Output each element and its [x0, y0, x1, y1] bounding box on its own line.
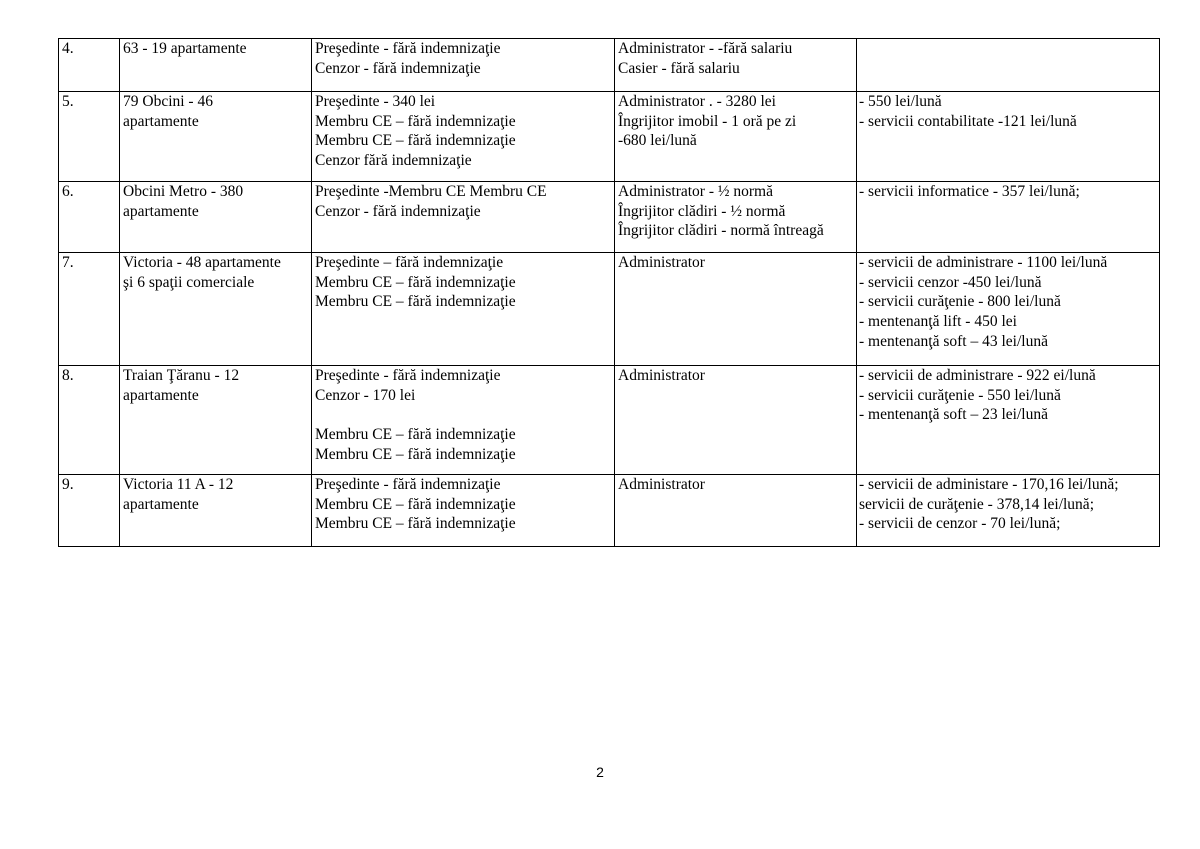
cell-line: servicii de curăţenie - 378,14 lei/lună;	[859, 495, 1094, 513]
cell-line: Preşedinte - fără indemnizaţie	[315, 476, 501, 493]
cell-line: Victoria 11 A - 12	[123, 476, 234, 493]
cell-line: Victoria - 48 apartamente	[123, 254, 281, 271]
cell-line: - servicii informatice - 357 lei/lună;	[859, 183, 1080, 200]
association-cell	[120, 366, 312, 475]
cell-line: - servicii curăţenie - 800 lei/lună	[859, 293, 1061, 311]
cell-line: Cenzor fără indemnizaţie	[315, 152, 472, 170]
services-cell	[857, 253, 1160, 366]
cell-line: - servicii contabilitate -121 lei/lună	[859, 112, 1077, 130]
cell-line: Membru CE – fără indemnizaţie	[315, 293, 516, 311]
cell-line: Membru CE – fără indemnizaţie	[315, 112, 516, 130]
cell-line: - servicii de administrare - 922 ei/lună	[859, 367, 1096, 384]
cell-line: Membru CE – fără indemnizaţie	[315, 495, 516, 513]
cell-line: Îngrijitor clădiri - ½ normă	[618, 202, 786, 220]
row-number-cell: 4.	[59, 39, 120, 92]
cell-line: Administrator . - 3280 lei	[618, 93, 776, 110]
cell-line: apartamente	[123, 386, 199, 404]
staff-cell	[615, 92, 857, 182]
cell-line: Administrator - -fără salariu	[618, 40, 793, 57]
association-cell	[120, 253, 312, 366]
table-row	[59, 475, 1160, 547]
cell-line: Membru CE – fără indemnizaţie	[315, 515, 516, 533]
cell-line: - servicii de administrare - 1100 lei/lună	[859, 254, 1108, 271]
cell-line: Casier - fără salariu	[618, 59, 740, 77]
cell-line: Membru CE – fără indemnizaţie	[315, 273, 516, 291]
cell-line: - servicii de administare - 170,16 lei/lună;	[859, 476, 1119, 493]
cell-line: Preşedinte – fără indemnizaţie	[315, 254, 504, 271]
table-row	[59, 39, 1160, 92]
board-cell	[312, 366, 615, 475]
staff-cell	[615, 475, 857, 547]
services-cell	[857, 92, 1160, 182]
cell-line: Administrator	[618, 367, 705, 384]
association-cell	[120, 182, 312, 253]
cell-line: şi 6 spaţii comerciale	[123, 273, 255, 291]
staff-cell	[615, 366, 857, 475]
cell-line: Preşedinte - 340 lei	[315, 93, 436, 110]
cell-line: Administrator	[618, 254, 705, 271]
cell-line: Preşedinte -Membru CE Membru CE	[315, 183, 547, 200]
table-row	[59, 366, 1160, 475]
cell-line: Cenzor - fără indemnizaţie	[315, 59, 481, 77]
cell-line: - mentenanţă soft – 23 lei/lună	[859, 406, 1048, 424]
staff-cell	[615, 182, 857, 253]
row-number-cell: 7.	[59, 253, 120, 366]
cell-line: Membru CE – fără indemnizaţie	[315, 426, 516, 444]
services-cell	[857, 182, 1160, 253]
cell-line: - mentenanţă lift - 450 lei	[859, 313, 1017, 331]
services-cell	[857, 39, 1160, 92]
associations-table	[58, 38, 1160, 547]
staff-cell	[615, 39, 857, 92]
cell-line: - servicii cenzor -450 lei/lună	[859, 273, 1042, 291]
board-cell	[312, 92, 615, 182]
cell-line: Îngrijitor imobil - 1 oră pe zi	[618, 112, 797, 130]
cell-line	[315, 405, 613, 425]
cell-line: Administrator - ½ normă	[618, 183, 773, 200]
services-cell	[857, 366, 1160, 475]
row-number-cell: 9.	[59, 475, 120, 547]
association-cell	[120, 39, 312, 92]
board-cell	[312, 182, 615, 253]
cell-line: Îngrijitor clădiri - normă întreagă	[618, 222, 824, 240]
cell-line: - 550 lei/lună	[859, 93, 942, 110]
cell-line: Cenzor - fără indemnizaţie	[315, 202, 481, 220]
cell-line: apartamente	[123, 112, 199, 130]
services-cell	[857, 475, 1160, 547]
table-row	[59, 253, 1160, 366]
board-cell	[312, 39, 615, 92]
row-number-cell: 8.	[59, 366, 120, 475]
cell-line: -680 lei/lună	[618, 132, 697, 150]
cell-line: Preşedinte - fără indemnizaţie	[315, 40, 501, 57]
cell-line: - servicii de cenzor - 70 lei/lună;	[859, 515, 1061, 533]
table-row	[59, 182, 1160, 253]
board-cell	[312, 253, 615, 366]
table-row	[59, 92, 1160, 182]
cell-line: - mentenanţă soft – 43 lei/lună	[859, 332, 1048, 350]
cell-line: Cenzor - 170 lei	[315, 386, 416, 404]
cell-line: 63 - 19 apartamente	[123, 40, 247, 57]
row-number-cell: 6.	[59, 182, 120, 253]
staff-cell	[615, 253, 857, 366]
cell-line: Obcini Metro - 380	[123, 183, 244, 200]
association-cell	[120, 92, 312, 182]
cell-line: Administrator	[618, 476, 705, 493]
cell-line: apartamente	[123, 495, 199, 513]
cell-line: apartamente	[123, 202, 199, 220]
page-number: 2	[596, 764, 604, 780]
cell-line: 79 Obcini - 46	[123, 93, 213, 110]
board-cell	[312, 475, 615, 547]
cell-line: Preşedinte - fără indemnizaţie	[315, 367, 501, 384]
cell-line: Membru CE – fără indemnizaţie	[315, 132, 516, 150]
row-number-cell: 5.	[59, 92, 120, 182]
cell-line: Traian Ţăranu - 12	[123, 367, 240, 384]
cell-line: Membru CE – fără indemnizaţie	[315, 445, 516, 463]
cell-line: - servicii curăţenie - 550 lei/lună	[859, 386, 1061, 404]
association-cell	[120, 475, 312, 547]
